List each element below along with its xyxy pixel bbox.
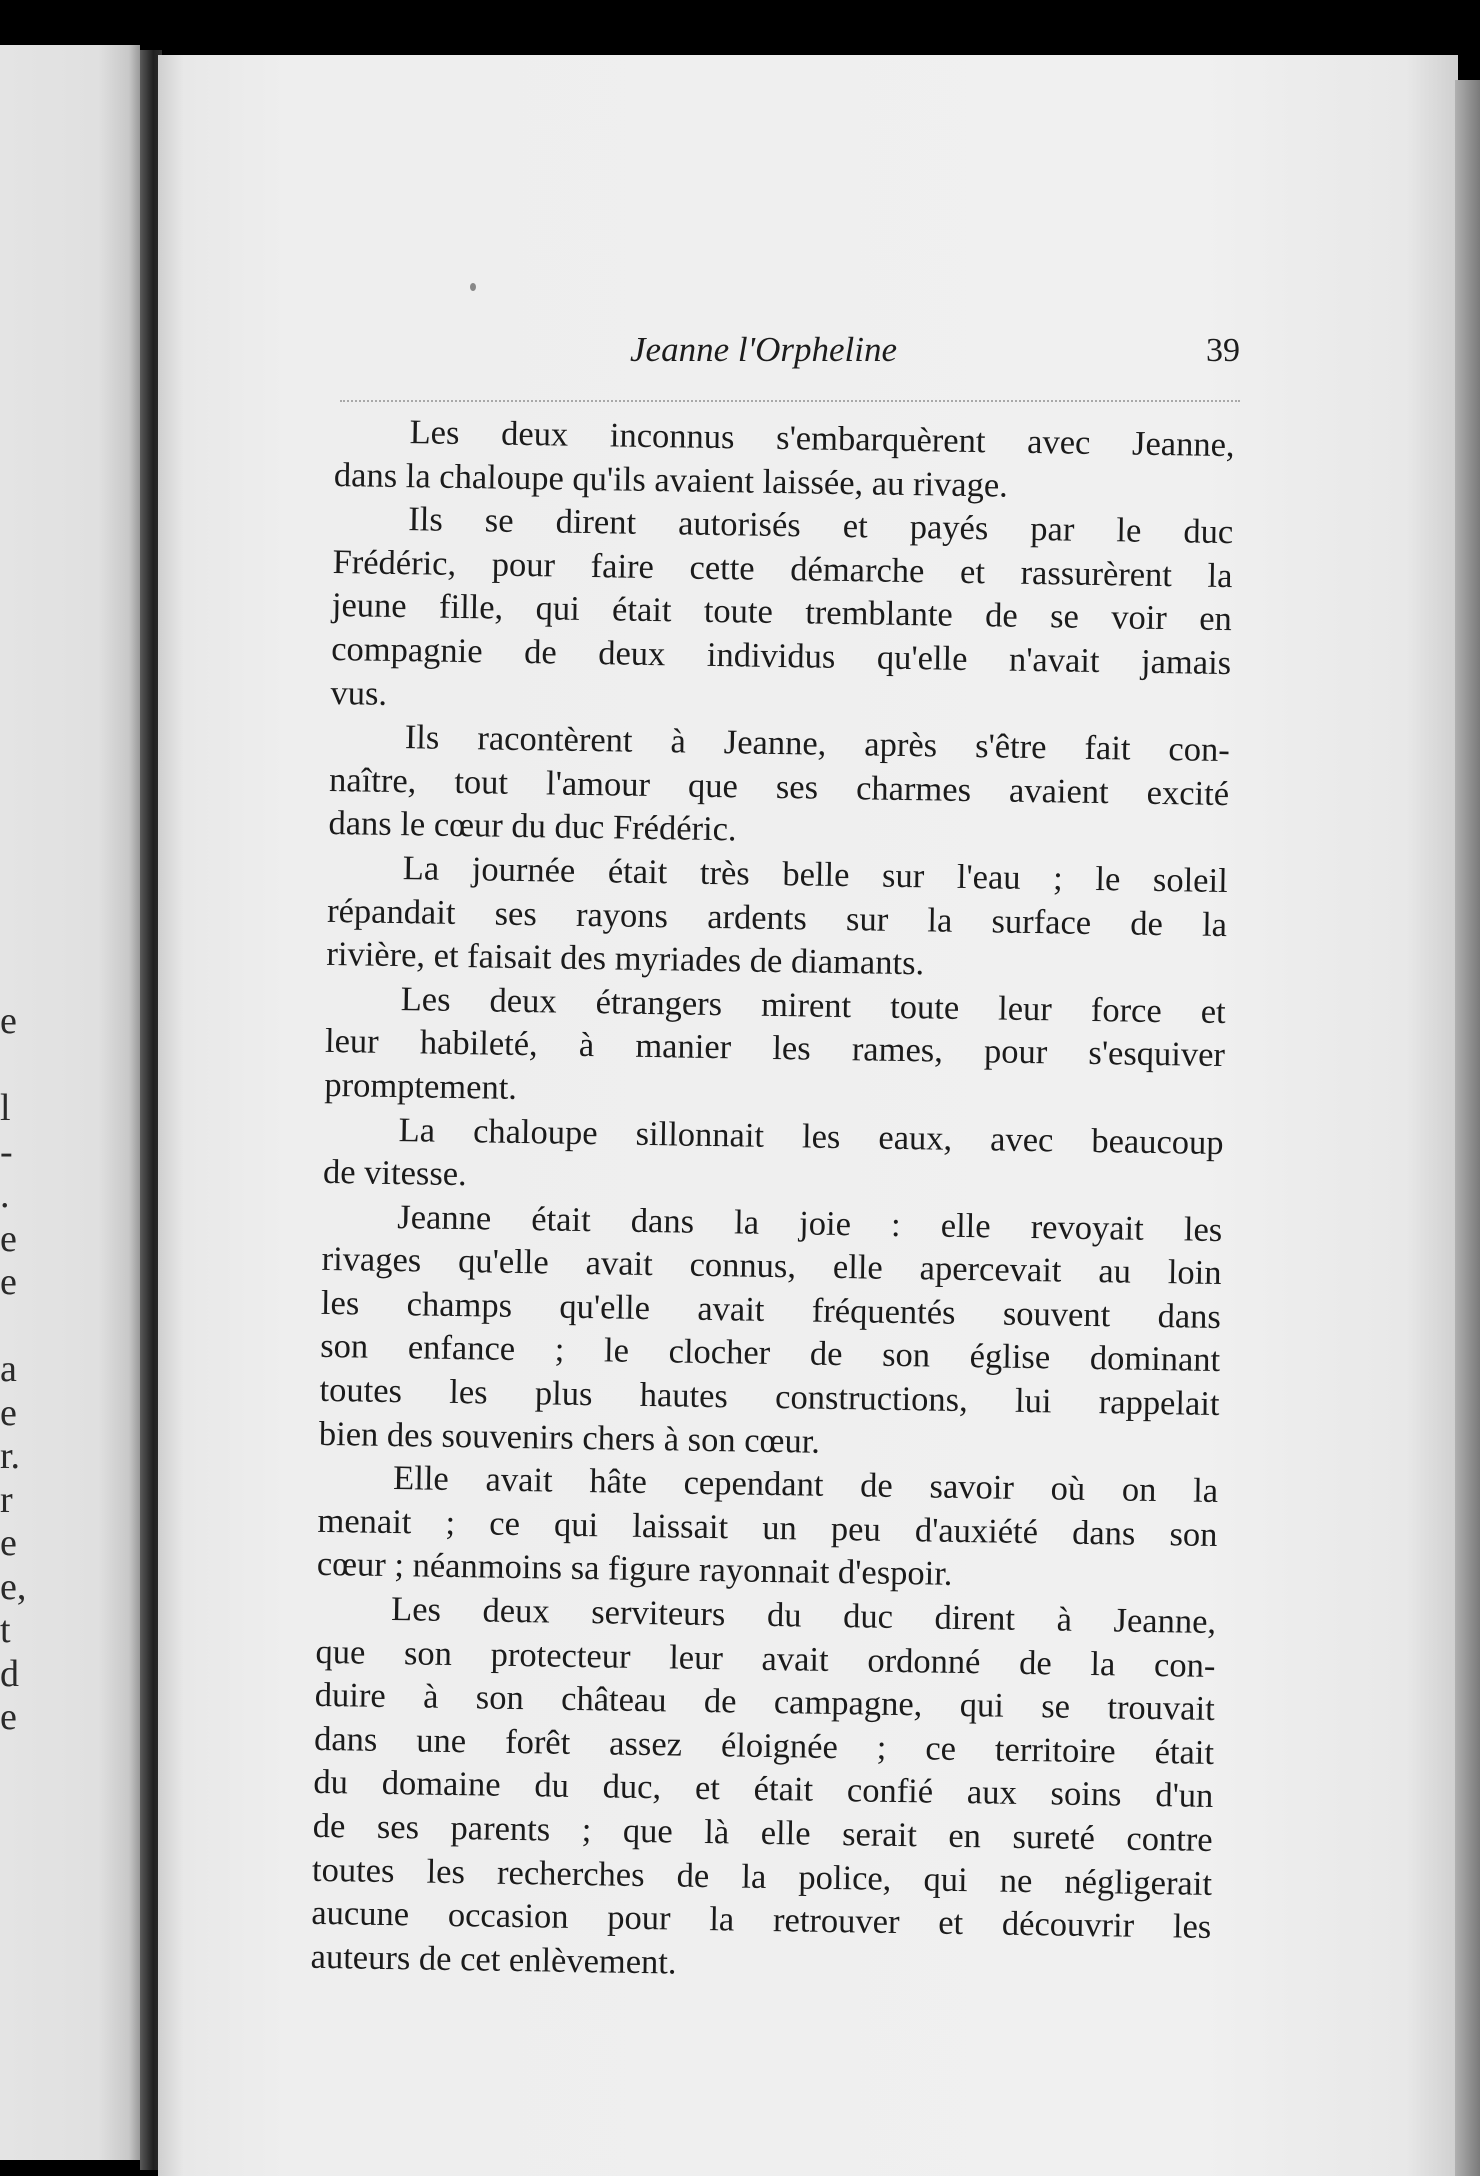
text-line: de ses parents ; que là elle serait en sureté contre	[312, 1806, 1213, 1859]
paragraph	[323, 1107, 1224, 1208]
text-line: rivière, et faisait des myriades de diamants.	[326, 935, 925, 983]
left-edge-char: l	[0, 1087, 11, 1129]
left-page-edge-text	[0, 1000, 27, 1740]
text-line: duire à son château de campagne, qui se trouvait	[314, 1676, 1216, 1729]
left-edge-char: e	[0, 1217, 17, 1260]
text-line: Elle avait hâte cependant de savoir où on la	[392, 1459, 1219, 1511]
left-edge-char: e	[0, 1522, 17, 1564]
left-edge-char: e	[0, 1391, 17, 1434]
text-line: aucune occasion pour la retrouver et découvrir les	[311, 1894, 1212, 1947]
text-line: dans une forêt assez éloignée ; ce territoire était	[313, 1719, 1215, 1772]
text-line: promptement.	[324, 1065, 518, 1107]
text-line: rivages qu'elle avait connus, elle apercevait au loin	[321, 1240, 1222, 1293]
page-edge	[1455, 80, 1480, 2176]
left-page	[0, 45, 140, 2160]
text-line: toutes les plus hautes constructions, lui rappelait	[319, 1370, 1220, 1424]
running-head	[340, 330, 1240, 380]
left-edge-char	[0, 1305, 18, 1349]
text-line: Frédéric, pour faire cette démarche et rassurèrent la	[332, 542, 1233, 595]
text-line: compagnie de deux individus qu'elle n'avait jamais	[330, 629, 1232, 683]
text-line: Jeanne était dans la joie : elle revoyait les	[397, 1197, 1223, 1249]
page-speck	[470, 283, 476, 291]
text-line: de vitesse.	[322, 1153, 468, 1194]
left-edge-char	[0, 1044, 18, 1088]
left-edge-char: .	[0, 1174, 10, 1216]
text-line: Les deux étrangers mirent toute leur force et	[400, 979, 1226, 1031]
paragraph	[319, 1195, 1223, 1471]
paragraph	[328, 715, 1230, 860]
text-line: Les deux inconnus s'embarquèrent avec Jeanne,	[409, 413, 1235, 465]
text-line: leur habileté, à manier les rames, pour s'esquiver	[324, 1022, 1226, 1075]
text-line: que son protecteur leur avait ordonné de la con-	[315, 1632, 1216, 1685]
paragraph	[330, 497, 1233, 729]
text-line: Ils racontèrent à Jeanne, après s'être fait con-	[404, 718, 1231, 770]
left-edge-char: d	[0, 1652, 19, 1695]
text-line: La chaloupe sillonnait les eaux, avec beaucoup	[398, 1110, 1224, 1162]
text-line: La journée était très belle sur l'eau ; le soleil	[402, 849, 1229, 901]
left-edge-char: e	[0, 1000, 17, 1042]
text-line: son enfance ; le clocher de son église dominant	[319, 1327, 1221, 1380]
text-line: du domaine du duc, et était confié aux soins d'un	[313, 1763, 1214, 1816]
left-edge-char: r	[0, 1478, 13, 1521]
text-line: bien des souvenirs chers à son cœur.	[318, 1414, 821, 1461]
left-edge-char: e,	[0, 1565, 27, 1608]
text-line: toutes les recherches de la police, qui ne négligerait	[311, 1850, 1213, 1903]
paragraph	[317, 1456, 1219, 1601]
running-title: Jeanne l'Orpheline	[630, 330, 897, 369]
left-edge-char: e	[0, 1261, 17, 1303]
left-edge-char: t	[0, 1609, 11, 1651]
text-line: dans le cœur du duc Frédéric.	[328, 804, 737, 849]
paragraph	[324, 977, 1226, 1122]
text-line: les champs qu'elle avait fréquentés souvent dans	[320, 1283, 1222, 1336]
text-line: répandait ses rayons ardents sur la surface de la	[326, 891, 1228, 944]
paragraph	[334, 410, 1235, 511]
text-line: auteurs de cet enlèvement.	[310, 1937, 677, 1982]
text-line: dans la chaloupe qu'ils avaient laissée, au rivage.	[333, 455, 1009, 505]
text-line: Ils se dirent autorisés et payés par le duc	[407, 500, 1234, 552]
body-text	[310, 410, 1235, 1993]
text-line: cœur ; néanmoins sa figure rayonnait d'espoir.	[316, 1545, 953, 1594]
page-number: 39	[1206, 332, 1240, 369]
text-line: jeune fille, qui était toute tremblante de se voir en	[331, 586, 1233, 639]
left-edge-char: -	[0, 1130, 13, 1173]
text-line: Les deux serviteurs du duc dirent à Jeanne,	[390, 1590, 1217, 1642]
paragraph	[310, 1587, 1216, 1993]
left-edge-char: e	[0, 1696, 17, 1738]
text-line: naître, tout l'amour que ses charmes avaient excité	[328, 760, 1230, 813]
paragraph	[326, 846, 1228, 991]
left-edge-char: a	[0, 1348, 17, 1390]
text-line: menait ; ce qui laissait un peu d'auxiété dans son	[317, 1501, 1218, 1554]
header-rule	[340, 400, 1240, 402]
left-edge-char: r.	[0, 1435, 21, 1477]
text-line: vus.	[330, 673, 388, 713]
